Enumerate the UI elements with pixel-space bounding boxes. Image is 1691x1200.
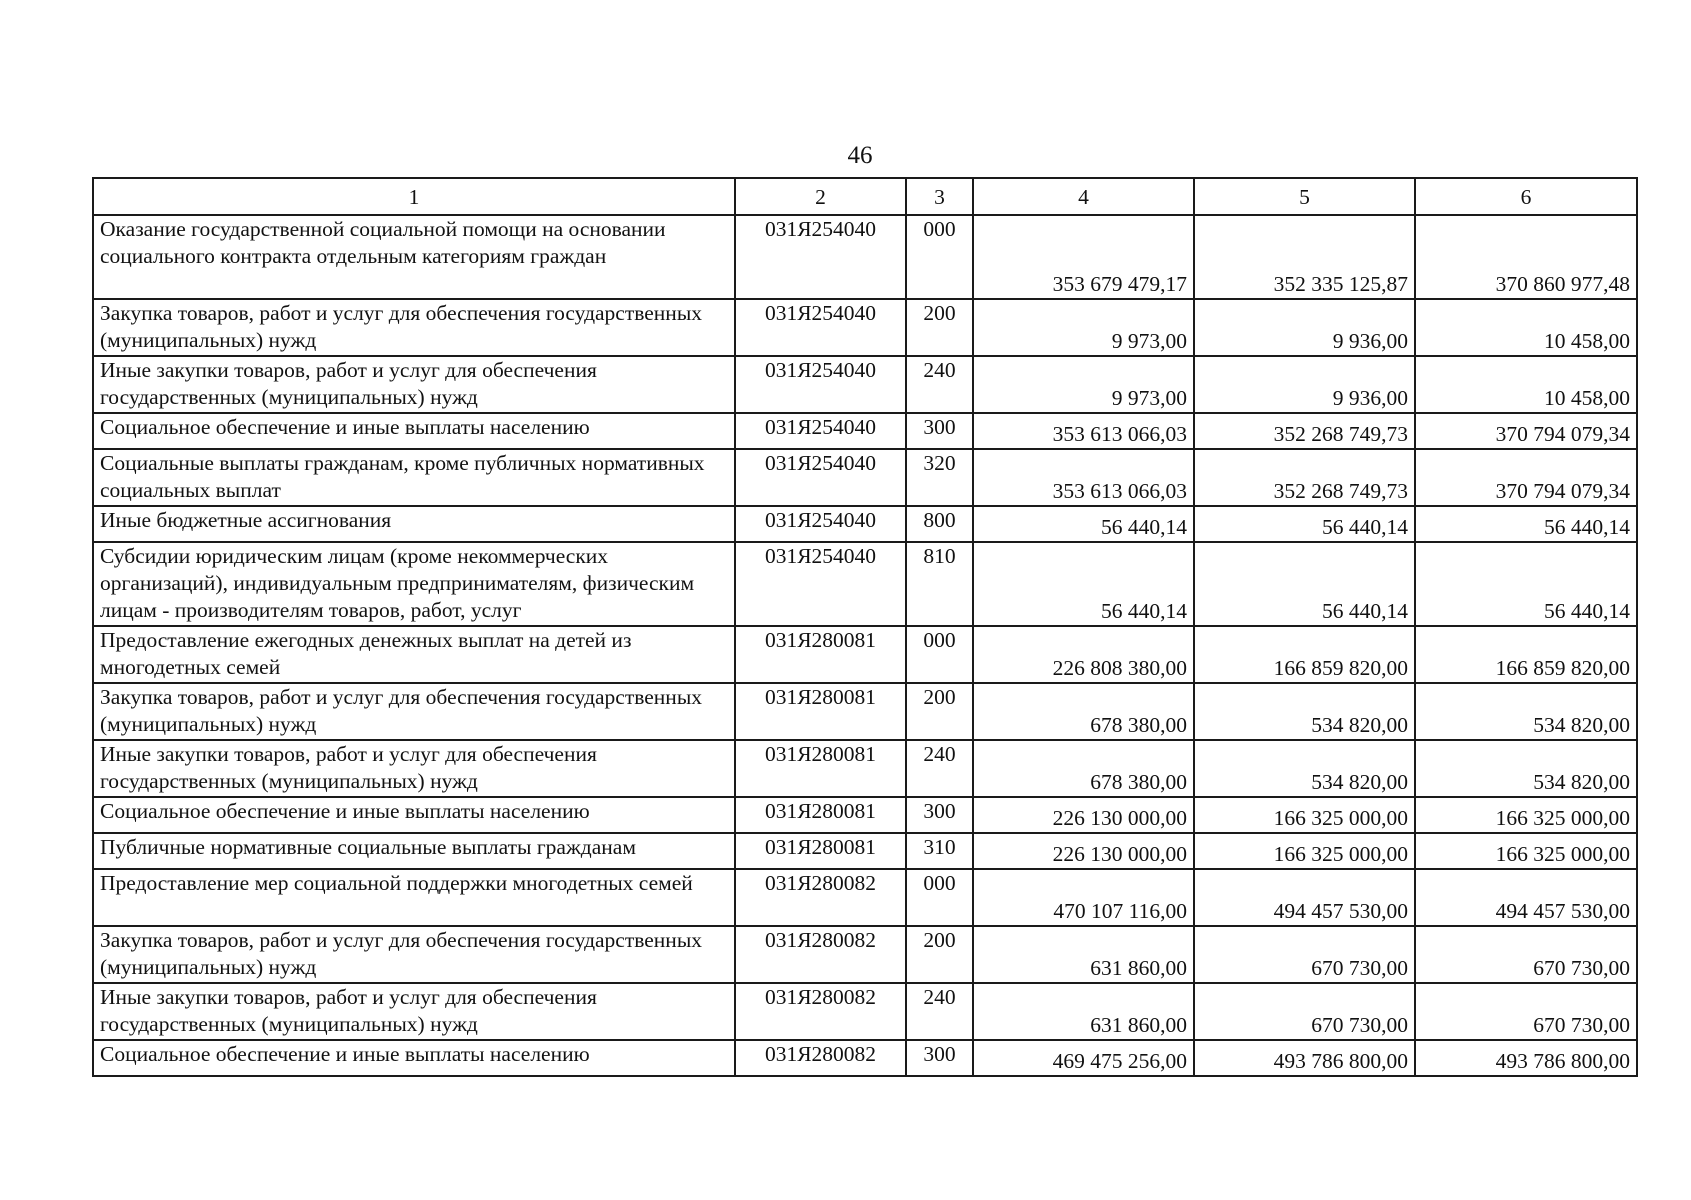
row-value-5: 494 457 530,00	[1194, 869, 1415, 926]
row-name: Предоставление мер социальной поддержки многодетных семей	[93, 869, 735, 926]
row-value-4: 678 380,00	[973, 683, 1194, 740]
row-value-6: 534 820,00	[1415, 683, 1637, 740]
row-value-5: 670 730,00	[1194, 983, 1415, 1040]
row-name: Иные бюджетные ассигнования	[93, 506, 735, 542]
row-value-5: 56 440,14	[1194, 506, 1415, 542]
column-header: 2	[735, 178, 906, 215]
table-row	[93, 833, 1637, 869]
row-value-4: 226 808 380,00	[973, 626, 1194, 683]
row-code: 031Я280082	[735, 1040, 906, 1076]
row-value-4: 678 380,00	[973, 740, 1194, 797]
row-value-4: 353 613 066,03	[973, 413, 1194, 449]
table-row	[93, 299, 1637, 356]
row-value-6: 493 786 800,00	[1415, 1040, 1637, 1076]
row-value-6: 10 458,00	[1415, 356, 1637, 413]
row-value-5: 534 820,00	[1194, 740, 1415, 797]
row-value-4: 353 613 066,03	[973, 449, 1194, 506]
row-type: 000	[906, 626, 973, 683]
row-name: Предоставление ежегодных денежных выплат на детей из многодетных семей	[93, 626, 735, 683]
table-row	[93, 983, 1637, 1040]
row-code: 031Я280081	[735, 740, 906, 797]
row-value-5: 56 440,14	[1194, 542, 1415, 626]
row-type: 200	[906, 299, 973, 356]
row-name: Социальное обеспечение и иные выплаты населению	[93, 413, 735, 449]
row-code: 031Я280081	[735, 626, 906, 683]
row-value-6: 166 325 000,00	[1415, 833, 1637, 869]
row-value-5: 352 268 749,73	[1194, 449, 1415, 506]
row-value-6: 370 794 079,34	[1415, 413, 1637, 449]
budget-table	[92, 177, 1638, 1077]
row-type: 310	[906, 833, 973, 869]
table-row	[93, 542, 1637, 626]
row-code: 031Я280082	[735, 869, 906, 926]
row-type: 810	[906, 542, 973, 626]
row-value-5: 9 936,00	[1194, 299, 1415, 356]
row-value-5: 9 936,00	[1194, 356, 1415, 413]
table-row	[93, 215, 1637, 299]
row-name: Закупка товаров, работ и услуг для обеспечения государственных (муниципальных) нужд	[93, 683, 735, 740]
row-name: Субсидии юридическим лицам (кроме некоммерческих организаций), индивидуальным предпринимателям, физическим лицам - производителям товаров, работ, услуг	[93, 542, 735, 626]
row-value-4: 353 679 479,17	[973, 215, 1194, 299]
row-value-4: 631 860,00	[973, 983, 1194, 1040]
row-code: 031Я254040	[735, 299, 906, 356]
page-number: 46	[847, 142, 873, 169]
row-code: 031Я280082	[735, 926, 906, 983]
row-code: 031Я254040	[735, 215, 906, 299]
row-value-4: 56 440,14	[973, 506, 1194, 542]
row-code: 031Я280081	[735, 833, 906, 869]
column-header: 5	[1194, 178, 1415, 215]
row-value-6: 166 325 000,00	[1415, 797, 1637, 833]
table-row	[93, 356, 1637, 413]
table-row	[93, 797, 1637, 833]
row-type: 300	[906, 413, 973, 449]
table-row	[93, 740, 1637, 797]
row-value-4: 56 440,14	[973, 542, 1194, 626]
row-value-6: 10 458,00	[1415, 299, 1637, 356]
row-name: Социальные выплаты гражданам, кроме публичных нормативных социальных выплат	[93, 449, 735, 506]
row-value-4: 226 130 000,00	[973, 797, 1194, 833]
row-code: 031Я280081	[735, 683, 906, 740]
row-value-5: 493 786 800,00	[1194, 1040, 1415, 1076]
row-name: Иные закупки товаров, работ и услуг для обеспечения государственных (муниципальных) нужд	[93, 740, 735, 797]
row-value-5: 166 325 000,00	[1194, 797, 1415, 833]
table-row	[93, 926, 1637, 983]
row-type: 000	[906, 215, 973, 299]
row-name: Публичные нормативные социальные выплаты гражданам	[93, 833, 735, 869]
row-type: 240	[906, 983, 973, 1040]
row-code: 031Я280081	[735, 797, 906, 833]
table-header-row	[93, 178, 1637, 215]
row-value-5: 166 325 000,00	[1194, 833, 1415, 869]
row-value-5: 166 859 820,00	[1194, 626, 1415, 683]
row-value-5: 352 335 125,87	[1194, 215, 1415, 299]
column-header: 6	[1415, 178, 1637, 215]
row-code: 031Я280082	[735, 983, 906, 1040]
row-value-6: 56 440,14	[1415, 542, 1637, 626]
row-value-4: 470 107 116,00	[973, 869, 1194, 926]
row-value-6: 370 794 079,34	[1415, 449, 1637, 506]
row-type: 320	[906, 449, 973, 506]
row-name: Социальное обеспечение и иные выплаты населению	[93, 1040, 735, 1076]
table-row	[93, 1040, 1637, 1076]
row-value-4: 9 973,00	[973, 356, 1194, 413]
row-type: 300	[906, 1040, 973, 1076]
row-value-4: 226 130 000,00	[973, 833, 1194, 869]
row-value-6: 534 820,00	[1415, 740, 1637, 797]
row-type: 240	[906, 356, 973, 413]
column-header: 1	[93, 178, 735, 215]
row-name: Оказание государственной социальной помощи на основании социального контракта отдельным категориям граждан	[93, 215, 735, 299]
row-code: 031Я254040	[735, 413, 906, 449]
row-type: 800	[906, 506, 973, 542]
table-row	[93, 869, 1637, 926]
row-name: Социальное обеспечение и иные выплаты населению	[93, 797, 735, 833]
row-value-5: 352 268 749,73	[1194, 413, 1415, 449]
table-row	[93, 626, 1637, 683]
table-row	[93, 449, 1637, 506]
row-type: 200	[906, 926, 973, 983]
row-code: 031Я254040	[735, 356, 906, 413]
row-value-5: 534 820,00	[1194, 683, 1415, 740]
row-value-6: 670 730,00	[1415, 983, 1637, 1040]
row-value-6: 370 860 977,48	[1415, 215, 1637, 299]
row-type: 200	[906, 683, 973, 740]
row-type: 240	[906, 740, 973, 797]
table-row	[93, 506, 1637, 542]
table-row	[93, 413, 1637, 449]
row-type: 300	[906, 797, 973, 833]
row-value-4: 469 475 256,00	[973, 1040, 1194, 1076]
row-value-6: 56 440,14	[1415, 506, 1637, 542]
row-name: Закупка товаров, работ и услуг для обеспечения государственных (муниципальных) нужд	[93, 926, 735, 983]
row-value-5: 670 730,00	[1194, 926, 1415, 983]
row-value-6: 670 730,00	[1415, 926, 1637, 983]
row-value-6: 166 859 820,00	[1415, 626, 1637, 683]
column-header: 3	[906, 178, 973, 215]
row-name: Закупка товаров, работ и услуг для обеспечения государственных (муниципальных) нужд	[93, 299, 735, 356]
row-code: 031Я254040	[735, 506, 906, 542]
row-type: 000	[906, 869, 973, 926]
row-code: 031Я254040	[735, 542, 906, 626]
row-name: Иные закупки товаров, работ и услуг для обеспечения государственных (муниципальных) нужд	[93, 356, 735, 413]
table-row	[93, 683, 1637, 740]
row-value-6: 494 457 530,00	[1415, 869, 1637, 926]
row-value-4: 631 860,00	[973, 926, 1194, 983]
row-name: Иные закупки товаров, работ и услуг для обеспечения государственных (муниципальных) нужд	[93, 983, 735, 1040]
column-header: 4	[973, 178, 1194, 215]
row-code: 031Я254040	[735, 449, 906, 506]
row-value-4: 9 973,00	[973, 299, 1194, 356]
